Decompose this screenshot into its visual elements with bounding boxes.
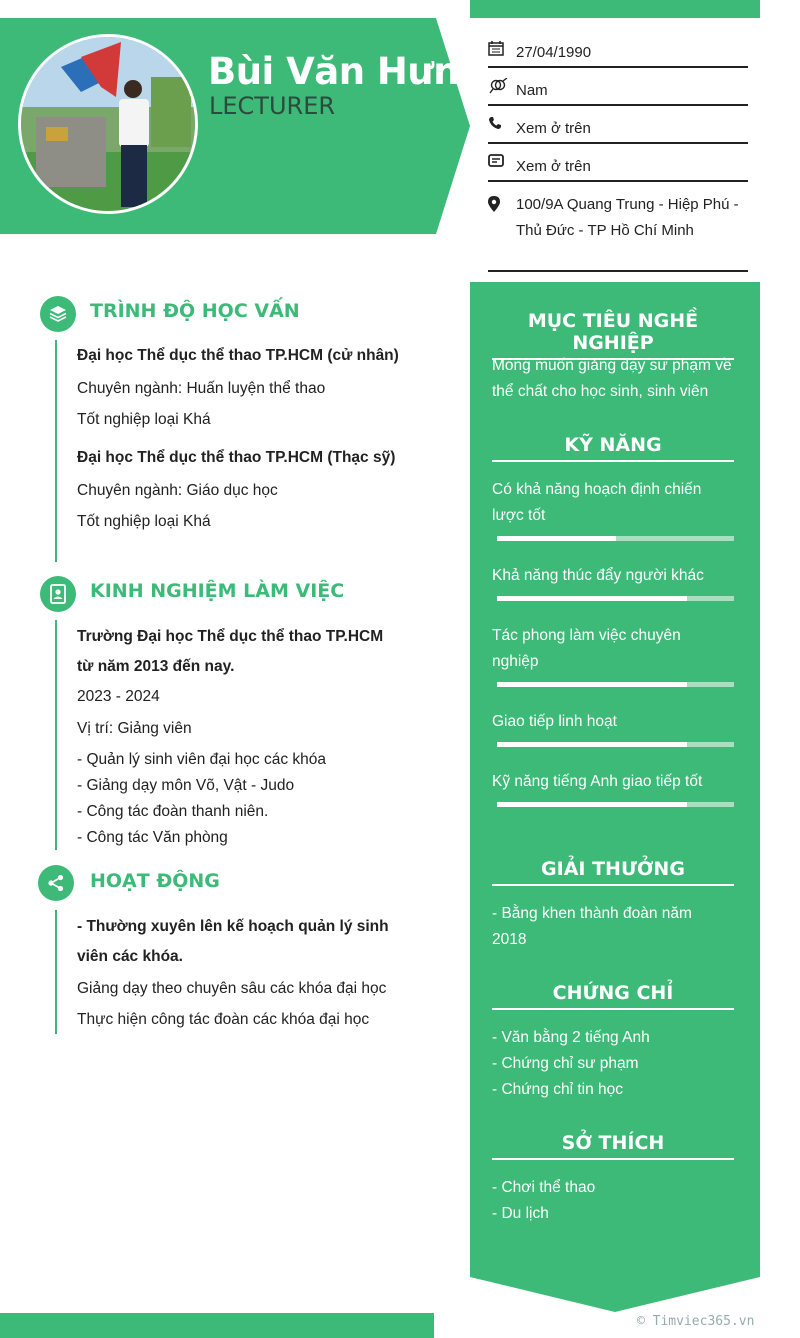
hobbies-title: SỞ THÍCH	[492, 1132, 734, 1160]
education-major: Chuyên ngành: Huấn luyện thể thao	[77, 380, 326, 397]
skill-bar	[497, 536, 734, 541]
experience-section-icon	[40, 576, 76, 612]
skill-bar-fill	[497, 802, 687, 807]
certificate-item: - Văn bằng 2 tiếng Anh	[492, 1029, 650, 1046]
hobby-item: - Du lịch	[492, 1205, 549, 1222]
skill-bar	[497, 682, 734, 687]
education-timeline	[55, 340, 57, 562]
gender-icon	[488, 78, 508, 97]
skills-title: KỸ NĂNG	[492, 434, 734, 462]
layers-icon	[48, 304, 68, 324]
contact-gender	[488, 78, 748, 106]
profile-photo	[21, 37, 198, 214]
phone-icon	[488, 116, 508, 133]
bottom-accent-bar	[0, 1313, 434, 1338]
experience-company-cont: từ năm 2013 đến nay.	[77, 658, 235, 675]
skill-name: Tác phong làm việc chuyên nghiệp	[492, 627, 681, 670]
experience-company: Trường Đại học Thể dục thể thao TP.HCM	[77, 628, 384, 645]
email-text: Xem ở trên	[516, 158, 591, 175]
activities-highlight: - Thường xuyên lên kế hoạch quản lý sinh	[77, 918, 389, 935]
skill-bar-fill	[497, 536, 616, 541]
certificate-item: - Chứng chỉ tin học	[492, 1081, 623, 1098]
experience-duty: - Công tác Văn phòng	[77, 829, 228, 846]
contact-birthday	[488, 40, 748, 68]
education-school: Đại học Thể dục thể thao TP.HCM (cử nhân)	[77, 347, 399, 364]
experience-position: Vị trí: Giảng viên	[77, 720, 192, 737]
skill-bar	[497, 742, 734, 747]
experience-duty: - Giảng dạy môn Võ, Vật - Judo	[77, 777, 295, 794]
location-icon	[488, 196, 508, 215]
contact-address	[488, 192, 748, 272]
calendar-icon	[488, 40, 508, 59]
certificate-item: - Chứng chỉ sư phạm	[492, 1055, 639, 1072]
education-section-icon	[40, 296, 76, 332]
experience-duty: - Quản lý sinh viên đại học các khóa	[77, 751, 326, 768]
skill-bar	[497, 596, 734, 601]
activities-section-icon	[38, 865, 74, 901]
skill-name: Có khả năng hoạch định chiến lược tốt	[492, 481, 702, 524]
top-accent-bar	[470, 0, 760, 18]
phone-text: Xem ở trên	[516, 120, 591, 137]
activities-item: Giảng dạy theo chuyên sâu các khóa đại học	[77, 980, 387, 997]
education-title: TRÌNH ĐỘ HỌC VẤN	[90, 300, 300, 322]
objective-text: Mong muốn giảng dạy sư phạm về thể chất cho học sinh, sinh viên	[492, 357, 732, 400]
skill-bar	[497, 802, 734, 807]
experience-duty: - Công tác đoàn thanh niên.	[77, 803, 269, 820]
contact-phone	[488, 116, 748, 144]
full-name: Bùi Văn Hưng	[208, 50, 486, 93]
experience-period: 2023 - 2024	[77, 688, 160, 705]
birthday-text: 27/04/1990	[516, 44, 592, 61]
watermark: © Timviec365.vn	[637, 1314, 755, 1329]
avatar	[18, 34, 198, 214]
activities-item: Thực hiện công tác đoàn các khóa đại học	[77, 1011, 370, 1028]
education-grade: Tốt nghiệp loại Khá	[77, 513, 211, 530]
education-grade: Tốt nghiệp loại Khá	[77, 411, 211, 428]
activities-title: HOẠT ĐỘNG	[90, 870, 220, 892]
skill-name: Kỹ năng tiếng Anh giao tiếp tốt	[492, 773, 703, 790]
email-icon	[488, 154, 508, 171]
awards-title: GIẢI THƯỞNG	[492, 858, 734, 886]
contact-email	[488, 154, 748, 182]
awards-text: - Bằng khen thành đoàn năm 2018	[492, 905, 692, 948]
experience-title: KINH NGHIỆM LÀM VIỆC	[90, 580, 345, 602]
activities-timeline	[55, 910, 57, 1034]
activities-highlight-cont: viên các khóa.	[77, 948, 183, 965]
job-title: LECTURER	[209, 92, 336, 120]
skill-name: Giao tiếp linh hoạt	[492, 713, 617, 730]
certificates-title: CHỨNG CHỈ	[492, 982, 734, 1010]
hobby-item: - Chơi thể thao	[492, 1179, 596, 1196]
education-school: Đại học Thể dục thể thao TP.HCM (Thạc sỹ)	[77, 449, 396, 466]
education-major: Chuyên ngành: Giáo dục học	[77, 482, 278, 499]
experience-timeline	[55, 620, 57, 850]
address-text: 100/9A Quang Trung - Hiệp Phú - Thủ Đức - TP Hồ Chí Minh	[516, 196, 739, 239]
skill-bar-fill	[497, 742, 687, 747]
skill-name: Khả năng thúc đẩy người khác	[492, 567, 704, 584]
gender-text: Nam	[516, 82, 548, 99]
share-icon	[47, 874, 65, 892]
id-card-icon	[49, 584, 67, 604]
skill-bar-fill	[497, 596, 687, 601]
skill-bar-fill	[497, 682, 687, 687]
objective-title: MỤC TIÊU NGHỀ NGHIỆP	[492, 310, 734, 360]
